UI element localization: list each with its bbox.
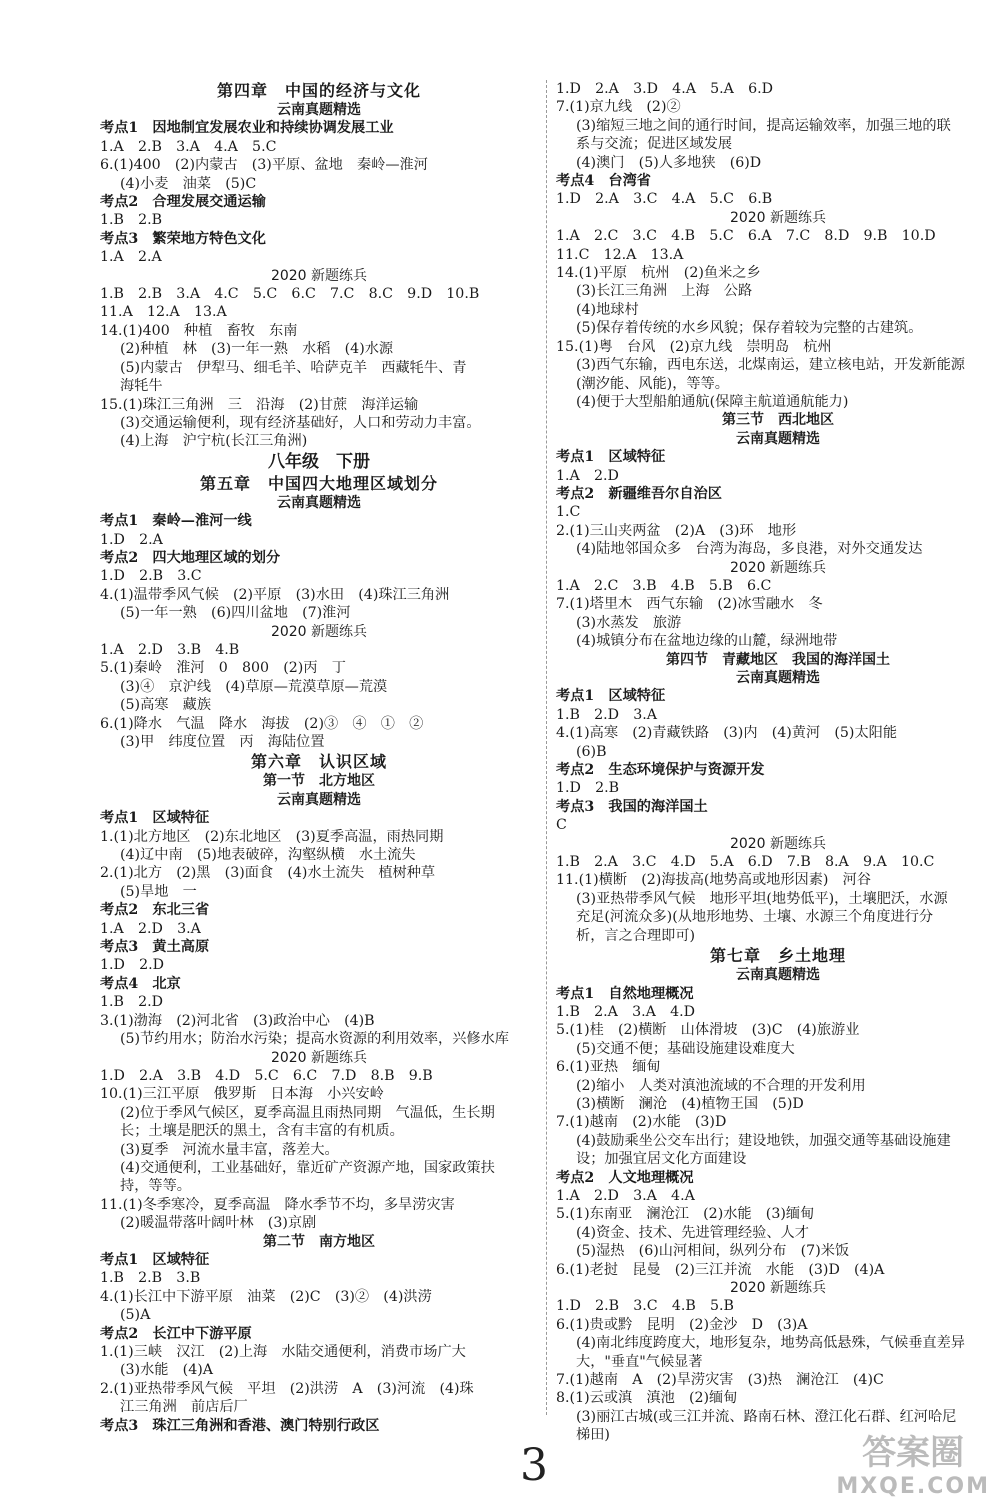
answer-subline: (4)南北纬度跨度大，地形复杂，地势高低悬殊，气候垂直差异 <box>576 1335 965 1352</box>
answer-line: 11.(1)冬季寒冷，夏季高温 降水季节不均，多旱涝灾害 <box>100 1196 455 1213</box>
section-heading: 考点2 长江中下游平原 <box>100 1325 252 1342</box>
section-heading: 考点3 珠江三角洲和香港、澳门特别行政区 <box>100 1417 380 1434</box>
answer-subline: (5)内蒙古 伊犁马、细毛羊、哈萨克羊 西藏牦牛、青 <box>120 359 467 376</box>
answer-subline: (4)城镇分布在盆地边缘的山麓，绿洲地带 <box>576 633 838 650</box>
answer-subline: (潮汐能、风能)，等等。 <box>576 375 729 392</box>
answer-subline: (4)澳门 (5)人多地狭 (6)D <box>576 154 762 171</box>
chapter-title: 第七章 乡土地理 <box>709 946 846 966</box>
grade-title: 八年级 下册 <box>268 451 370 472</box>
section-heading: 考点1 区域特征 <box>556 688 666 705</box>
subsection-title: 第四节 青藏地区 我国的海洋国土 <box>666 651 890 668</box>
section-heading: 考点1 区域特征 <box>100 810 210 827</box>
answer-subline: (4)便于大型船舶通航(保障主航道通航能力) <box>576 393 849 410</box>
subsection-title: 云南真题精选 <box>736 967 820 984</box>
answer-line: 1.D 2.A 3.C 4.A 5.C 6.B <box>556 191 773 208</box>
answer-line: 1.(1)北方地区 (2)东北地区 (3)夏季高温，雨热同期 <box>100 828 444 845</box>
section-heading: 考点3 繁荣地方特色文化 <box>100 230 266 247</box>
chapter-title: 第六章 认识区域 <box>250 752 387 772</box>
answer-line: 1.A 2.D <box>556 467 619 484</box>
answer-subline: 设；加强宜居文化方面建设 <box>576 1151 747 1168</box>
answer-subline: (4)资金、技术、先进管理经验、人才 <box>576 1224 809 1241</box>
answer-subline: 梯田) <box>576 1427 610 1444</box>
answer-subline: (4)交通便利，工业基础好，靠近矿产资源产地，国家政策扶 <box>120 1159 495 1176</box>
page-number: 3 <box>520 1440 548 1491</box>
answer-line: 1.D 2.D <box>100 957 165 974</box>
answer-line: 1.(1)三峡 汉江 (2)上海 水陆交通便利，消费市场广大 <box>100 1344 466 1360</box>
subsection-label: 2020 新题练兵 <box>729 835 827 852</box>
answer-subline: (3)丽江古城(或三江并流、路南石林、澄江化石群、红河哈尼 <box>576 1408 957 1425</box>
answer-line: 1.B 2.A 3.C 4.D 5.A 6.D 7.B 8.A 9.A 10.C <box>556 854 935 871</box>
answer-line: 6.(1)老挝 昆曼 (2)三江并流 水能 (3)D (4)A <box>556 1261 885 1278</box>
answer-subline: (5)湿热 (6)山河相间，纵列分布 (7)米饭 <box>576 1243 850 1260</box>
answer-subline: 江三角洲 前店后厂 <box>120 1399 248 1416</box>
answer-subline: (5)保存着传统的水乡风貌；保存着较为完整的古建筑。 <box>576 320 923 337</box>
answer-subline: (5)交通不便；基础设施建设难度大 <box>576 1040 795 1057</box>
answer-line: 6.(1)亚热 缅甸 <box>556 1059 661 1076</box>
answer-line: 1.D 2.A 3.D 4.A 5.A 6.D <box>556 81 774 97</box>
answer-line: 1.A 2.B 3.A 4.A 5.C <box>100 138 277 155</box>
subsection-label: 2020 新题练兵 <box>270 623 368 640</box>
section-heading: 考点1 区域特征 <box>100 1251 210 1268</box>
subsection-label: 2020 新题练兵 <box>729 1280 827 1296</box>
chapter-title: 第五章 中国四大地理区域划分 <box>199 473 438 493</box>
answer-line: 4.(1)温带季风气候 (2)平原 (3)水田 (4)珠江三角洲 <box>100 586 450 603</box>
answer-line: 2.(1)北方 (2)黑 (3)面食 (4)水土流失 植树种草 <box>100 865 436 882</box>
answer-line: 1.B 2.D 3.A <box>556 706 658 723</box>
answer-subline: (2)位于季风气候区，夏季高温且雨热同期 气温低，生长期 <box>120 1104 495 1121</box>
section-heading: 考点2 四大地理区域的划分 <box>100 549 281 566</box>
answer-line: 11.A 12.A 13.A <box>100 304 227 321</box>
answer-line: 1.A 2.D 3.B 4.B <box>100 641 240 658</box>
answer-line: 1.A 2.C 3.B 4.B 5.B 6.C <box>556 577 772 594</box>
answer-line: 3.(1)渤海 (2)河北省 (3)政治中心 (4)B <box>100 1012 375 1029</box>
answer-line: 1.B 2.B 3.A 4.C 5.C 6.C 7.C 8.C 9.D 10.B <box>100 286 480 303</box>
answer-subline: (5)一年一熟 (6)四川盆地 (7)淮河 <box>120 605 351 622</box>
answer-subline: (4)陆地邻国众多 台湾为海岛，多良港，对外交通发达 <box>576 541 923 558</box>
subsection-title: 第三节 西北地区 <box>722 412 834 429</box>
answer-subline: 析，言之合理即可) <box>576 927 696 944</box>
answer-line: 11.C 12.A 13.A <box>556 246 684 263</box>
answer-subline: 充足(河流众多)(从地形地势、土壤、水源三个角度进行分 <box>576 909 934 926</box>
answer-line: C <box>556 817 567 834</box>
answer-line: 1.A 2.C 3.C 4.B 5.C 6.A 7.C 8.D 9.B 10.D <box>556 228 936 245</box>
answer-subline: 海牦牛 <box>120 378 163 395</box>
answer-subline: (3)西气东输，西电东送，北煤南运，建立核电站，开发新能源 <box>576 357 965 374</box>
right-column <box>556 80 1000 1445</box>
answer-subline: (3)交通运输便利，现有经济基础好，人口和劳动力丰富。 <box>120 414 481 431</box>
answer-line: 5.(1)东南亚 澜沧江 (2)水能 (3)缅甸 <box>556 1206 815 1223</box>
answer-line: 1.B 2.A 3.A 4.D <box>556 1003 696 1020</box>
answer-line: 1.C <box>556 504 581 521</box>
section-heading: 考点3 我国的海洋国土 <box>556 798 708 815</box>
answer-subline: (2)缩小 人类对滇池流域的不合理的开发利用 <box>576 1077 866 1094</box>
answer-line: 1.B 2.B <box>100 212 163 229</box>
watermark-title: 答案圈 <box>862 1433 965 1473</box>
answer-line: 1.D 2.B <box>556 780 620 797</box>
section-heading: 考点1 因地制宜发展农业和持续协调发展工业 <box>100 120 394 137</box>
answer-subline: 系与交流；促进区域发展 <box>576 136 733 153</box>
answer-line: 14.(1)400 种植 畜牧 东南 <box>100 322 298 339</box>
subsection-title: 云南真题精选 <box>736 670 820 686</box>
section-heading: 考点1 区域特征 <box>556 449 666 466</box>
section-heading: 考点2 生态环境保护与资源开发 <box>556 762 765 779</box>
answer-subline: (5)节约用水；防治水污染；提高水资源的利用效率，兴修水库 <box>120 1031 509 1048</box>
answer-line: 11.(1)横断 (2)海拔高(地势高或地形因素) 河谷 <box>556 872 872 889</box>
answer-line: 1.A 2.D 3.A 4.A <box>556 1187 695 1204</box>
chapter-title: 第四章 中国的经济与文化 <box>216 81 421 100</box>
site-watermark <box>836 1433 990 1504</box>
answer-line: 1.A 2.A <box>100 249 162 266</box>
answer-line: 6.(1)降水 气温 降水 海拔 (2)③ ④ ① ② <box>100 715 424 732</box>
answer-line: 14.(1)平原 杭州 (2)鱼米之乡 <box>556 265 761 282</box>
answer-line: 1.B 2.D <box>100 994 164 1011</box>
answer-line: 1.D 2.B 3.C <box>100 568 202 585</box>
subsection-title: 第二节 南方地区 <box>263 1233 375 1250</box>
answer-subline: 长；土壤是肥沃的黑土，含有丰富的有机质。 <box>120 1123 404 1140</box>
answer-line: 10.(1)三江平原 俄罗斯 日本海 小兴安岭 <box>100 1086 384 1103</box>
section-heading: 考点4 北京 <box>100 975 181 992</box>
subsection-label: 2020 新题练兵 <box>729 559 827 576</box>
answer-subline: (3)水蒸发 旅游 <box>576 614 682 631</box>
answer-line: 7.(1)京九线 (2)② <box>556 99 681 116</box>
watermark-url: MXQE.COM <box>836 1474 990 1499</box>
answer-subline: (3)甲 纬度位置 丙 海陆位置 <box>120 734 325 750</box>
section-heading: 考点4 台湾省 <box>556 173 651 190</box>
section-heading: 考点2 新疆维吾尔自治区 <box>556 485 722 502</box>
subsection-label: 2020 新题练兵 <box>270 267 368 284</box>
section-heading: 考点2 人文地理概况 <box>556 1169 694 1186</box>
answer-subline: (3)横断 澜沧 (4)植物王国 (5)D <box>576 1095 804 1112</box>
answer-line: 15.(1)粤 台风 (2)京九线 崇明岛 杭州 <box>556 338 832 355</box>
answer-subline: (6)B <box>576 743 607 760</box>
subsection-title: 云南真题精选 <box>277 494 361 511</box>
answer-subline: 大，"垂直"气候显著 <box>576 1353 703 1370</box>
answer-line: 7.(1)越南 A (2)旱涝灾害 (3)热 澜沧江 (4)C <box>556 1372 884 1389</box>
answer-line: 2.(1)亚热带季风气候 平坦 (2)洪涝 A (3)河流 (4)珠 <box>100 1380 474 1397</box>
answer-line: 15.(1)珠江三角洲 三 沿海 (2)甘蔗 海洋运输 <box>100 396 419 413</box>
answer-line: 6.(1)400 (2)内蒙古 (3)平原、盆地 秦岭—淮河 <box>100 157 428 174</box>
subsection-title: 云南真题精选 <box>277 791 361 808</box>
answer-subline: (5)A <box>120 1307 151 1324</box>
answer-line: 1.D 2.A <box>100 531 163 548</box>
answer-subline: (3)水能 (4)A <box>120 1362 214 1379</box>
column-divider <box>546 80 547 1415</box>
answer-subline: (3)缩短三地之间的通行时间，提高运输效率，加强三地的联 <box>576 117 951 134</box>
answer-subline: (4)小麦 油菜 (5)C <box>120 175 257 192</box>
answer-line: 7.(1)越南 (2)水能 (3)D <box>556 1114 727 1131</box>
answer-subline: (2)暖温带落叶阔叶林 (3)京剧 <box>120 1215 317 1232</box>
answer-subline: 持，等等。 <box>120 1178 191 1195</box>
answer-line: 4.(1)高寒 (2)青藏铁路 (3)内 (4)黄河 (5)太阳能 <box>556 725 898 742</box>
section-heading: 考点3 黄土高原 <box>100 939 210 956</box>
answer-subline: (4)地球村 <box>576 301 639 318</box>
answer-subline: (4)鼓励乘坐公交车出行；建设地铁，加强交通等基础设施建 <box>576 1132 951 1149</box>
answer-subline: (5)高寒 藏族 <box>120 697 212 714</box>
answer-line: 1.D 2.A 3.B 4.D 5.C 6.C 7.D 8.B 9.B <box>100 1067 433 1084</box>
answer-subline: (4)上海 沪宁杭(长江三角洲) <box>120 433 308 450</box>
answer-line: 4.(1)长江中下游平原 油菜 (2)C (3)② (4)洪涝 <box>100 1288 432 1305</box>
left-column <box>100 80 538 1435</box>
answer-line: 1.D 2.B 3.C 4.B 5.B <box>556 1298 734 1315</box>
answer-line: 5.(1)秦岭 淮河 0 800 (2)丙 丁 <box>100 660 346 677</box>
answer-subline: (4)辽中南 (5)地表破碎，沟壑纵横 水土流失 <box>120 847 416 864</box>
subsection-title: 云南真题精选 <box>736 430 820 447</box>
answer-subline: (3)夏季 河流水量丰富，落差大。 <box>120 1141 339 1158</box>
subsection-title: 云南真题精选 <box>277 102 361 118</box>
answer-line: 5.(1)桂 (2)横断 山体滑坡 (3)C (4)旅游业 <box>556 1022 860 1039</box>
section-heading: 考点1 自然地理概况 <box>556 985 694 1002</box>
subsection-label: 2020 新题练兵 <box>729 209 827 226</box>
answer-line: 1.B 2.B 3.B <box>100 1270 201 1287</box>
section-heading: 考点1 秦岭—淮河一线 <box>100 513 252 530</box>
answer-line: 1.A 2.D 3.A <box>100 920 201 937</box>
answer-line: 2.(1)三山夹两盆 (2)A (3)环 地形 <box>556 522 797 539</box>
section-heading: 考点2 东北三省 <box>100 902 210 919</box>
answer-line: 6.(1)贵或黔 昆明 (2)金沙 D (3)A <box>556 1316 808 1333</box>
subsection-title: 第一节 北方地区 <box>263 773 375 790</box>
answer-subline: (5)旱地 一 <box>120 883 197 900</box>
answer-subline: (3)④ 京沪线 (4)草原—荒漠草原—荒漠 <box>120 678 388 695</box>
subsection-label: 2020 新题练兵 <box>270 1049 368 1066</box>
answer-line: 7.(1)塔里木 西气东输 (2)冰雪融水 冬 <box>556 596 823 613</box>
answer-subline: (3)亚热带季风气候 地形平坦(地势低平)，土壤肥沃，水源 <box>576 890 948 907</box>
answer-line: 8.(1)云或滇 滇池 (2)缅甸 <box>556 1390 738 1407</box>
answer-subline: (2)种植 林 (3)一年一熟 水稻 (4)水源 <box>120 341 394 358</box>
section-heading: 考点2 合理发展交通运输 <box>100 194 266 211</box>
answer-subline: (3)长江三角洲 上海 公路 <box>576 283 753 300</box>
